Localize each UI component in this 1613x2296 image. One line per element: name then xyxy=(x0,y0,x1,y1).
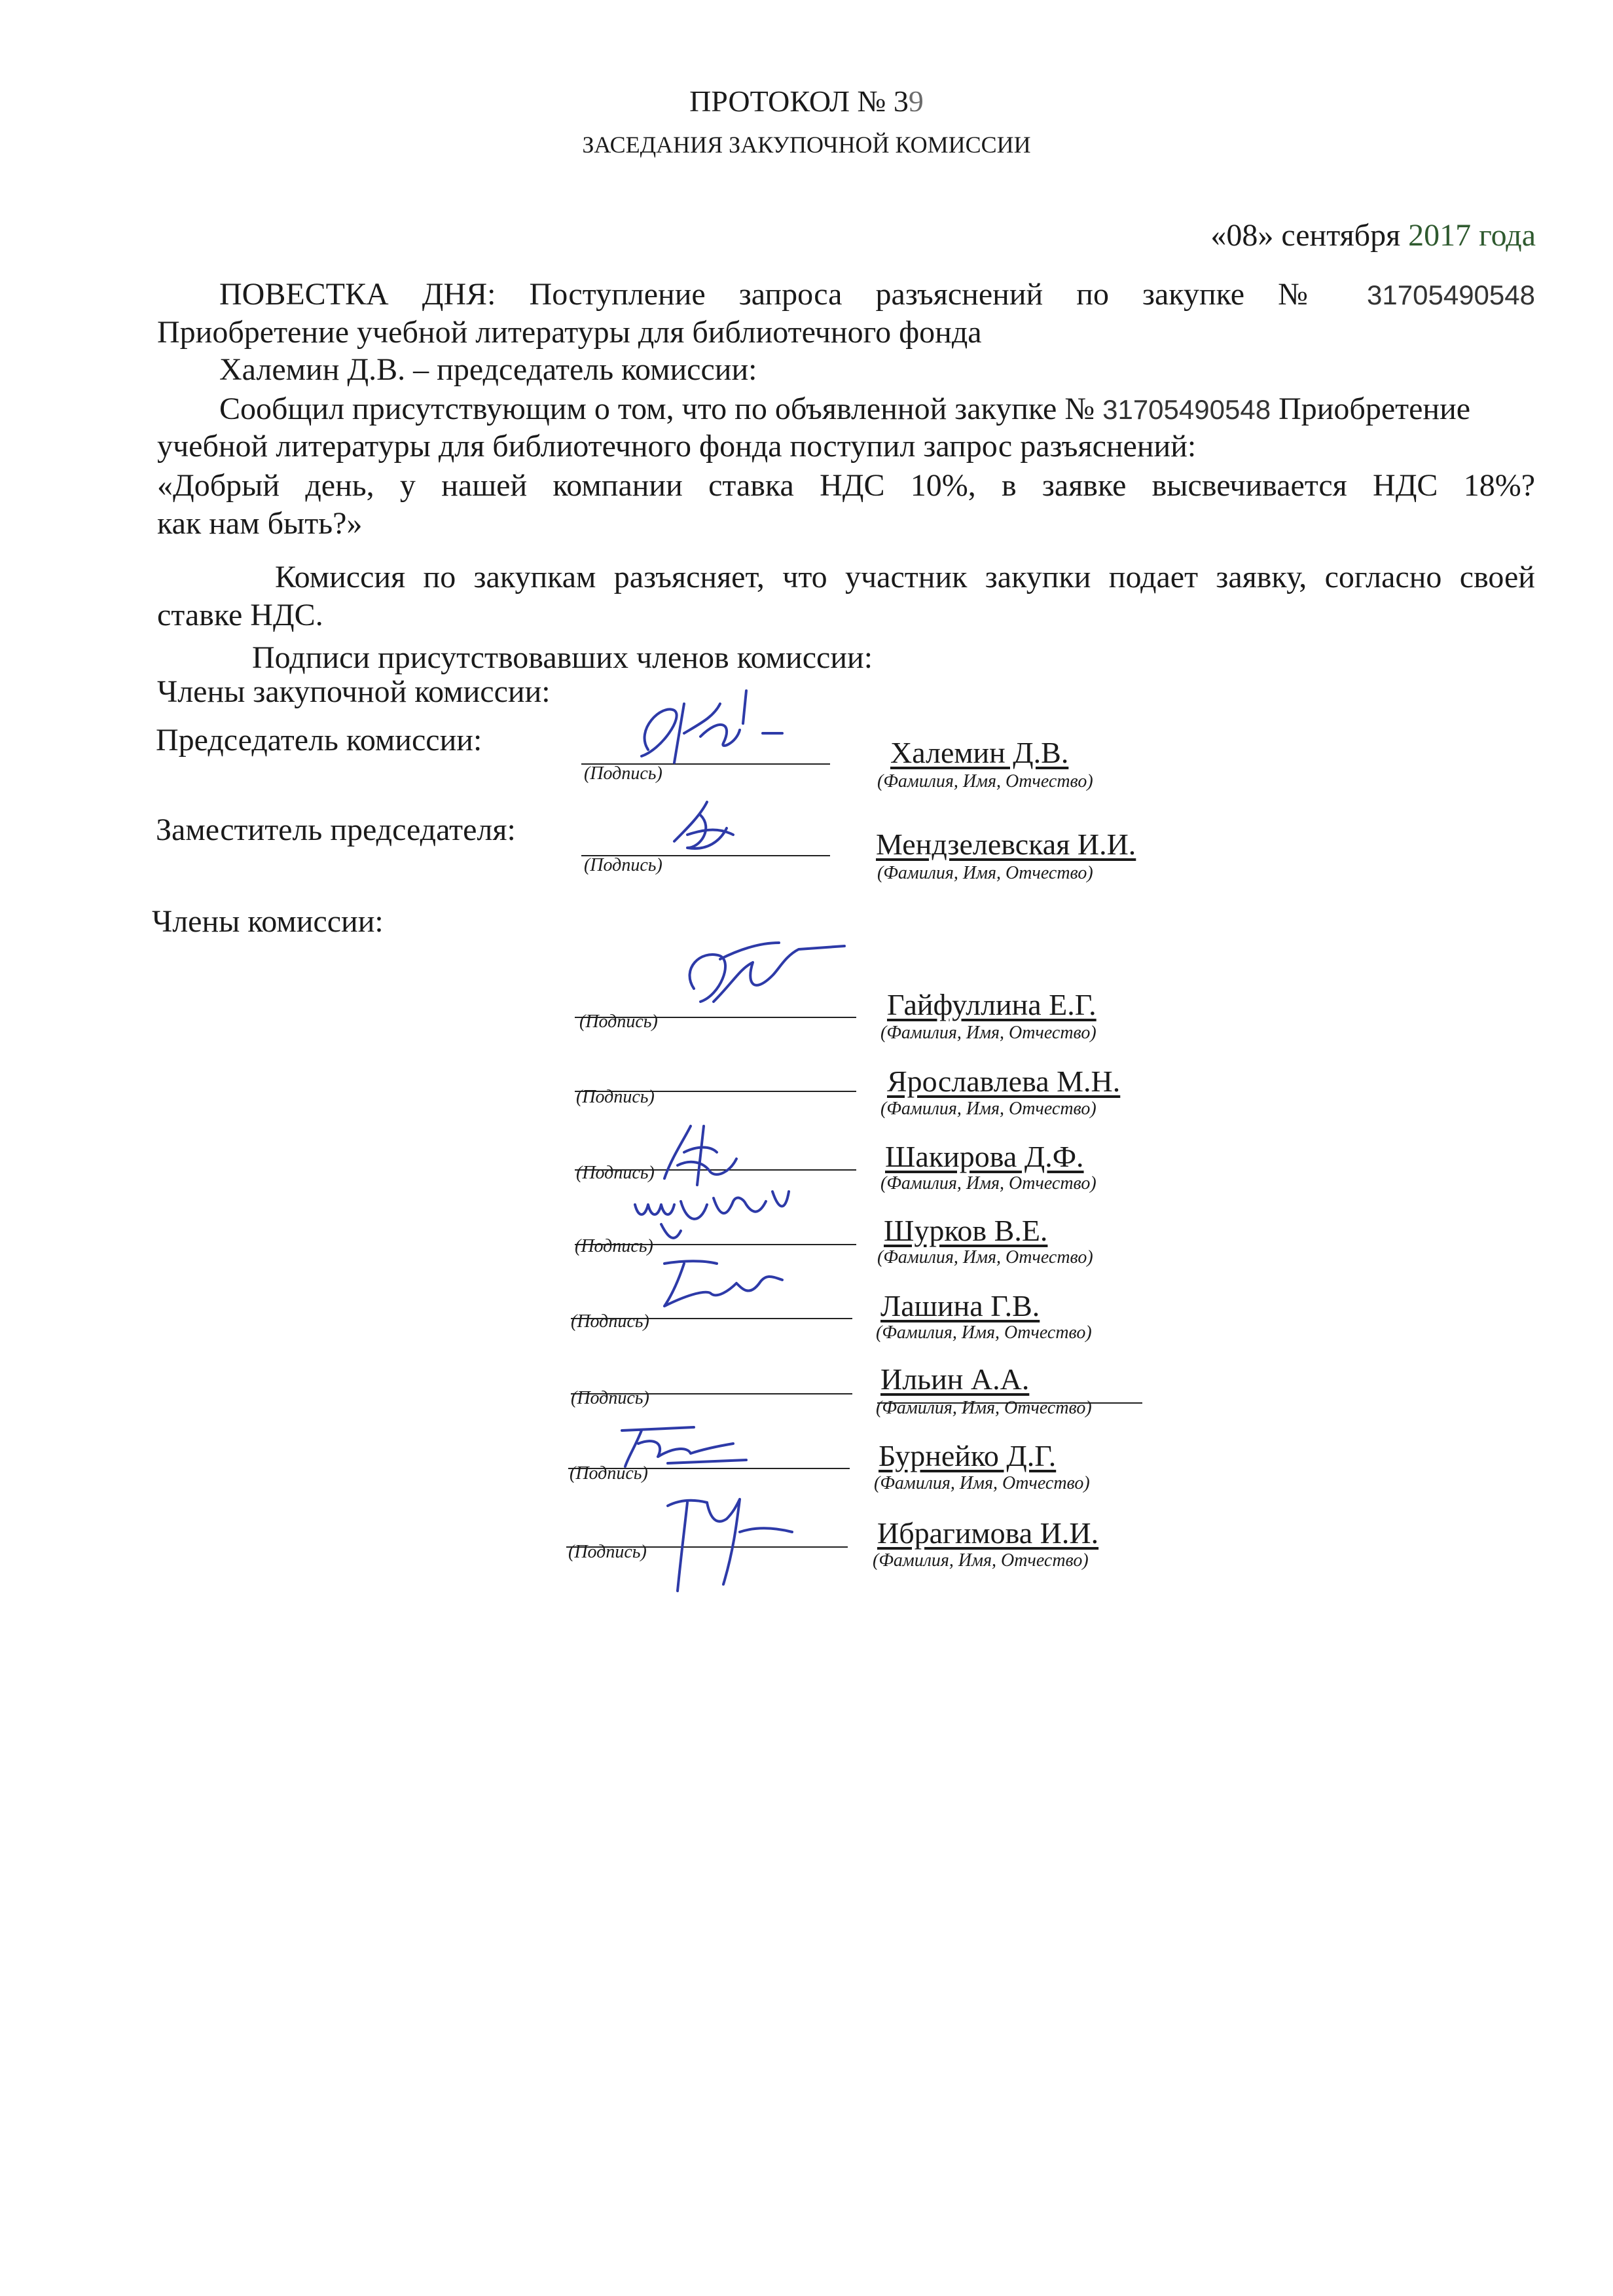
fio-caption: (Фамилия, Имя, Отчество) xyxy=(880,1023,1096,1043)
person-name: Шакирова Д.Ф. xyxy=(885,1140,1084,1173)
person-name: Лашина Г.В. xyxy=(880,1289,1040,1322)
answer-line-1: Комиссия по закупкам разъясняет, что участник закупки подает заявку, согласно своей xyxy=(275,560,1535,594)
member4-signature-image xyxy=(622,1165,812,1250)
member8-signature-image xyxy=(655,1480,805,1604)
person-name: Бурнейко Д.Г. xyxy=(879,1439,1057,1472)
fio-caption: (Фамилия, Имя, Отчество) xyxy=(877,1247,1093,1267)
person-name: Халемин Д.В. xyxy=(890,736,1069,769)
member7-signature-image xyxy=(602,1417,766,1476)
date-day-month: «08» сентября xyxy=(1210,218,1401,253)
members-heading: Члены закупочной комиссии: xyxy=(157,674,551,709)
role-chair: Председатель комиссии: xyxy=(156,723,482,757)
title-handwritten-digit: 9 xyxy=(908,84,924,118)
signature-caption: (Подпись) xyxy=(576,1087,655,1107)
fio-caption: (Фамилия, Имя, Отчество) xyxy=(877,771,1093,792)
agenda-purchase-number: 31705490548 xyxy=(1367,280,1535,310)
deputy-signature-image xyxy=(661,789,753,861)
signatures-intro: Подписи присутствовавших членов комиссии: xyxy=(252,640,873,675)
member5-signature-image xyxy=(645,1244,815,1316)
person-name: Ярославлева М.Н. xyxy=(887,1065,1121,1098)
signature-caption: (Подпись) xyxy=(575,1236,653,1256)
signature-caption: (Подпись) xyxy=(570,1463,648,1484)
agenda-line-1: ПОВЕСТКА ДНЯ: Поступление запроса разъяснений по закупке № 31705490548 xyxy=(219,277,1535,312)
agenda-line-2: Приобретение учебной литературы для библиотечного фонда xyxy=(157,315,982,350)
signature-caption: (Подпись) xyxy=(571,1311,649,1332)
person-name: Ибрагимова И.И. xyxy=(877,1516,1099,1550)
signature-caption: (Подпись) xyxy=(584,763,662,784)
protocol-date xyxy=(1210,216,1536,255)
signature-caption: (Подпись) xyxy=(584,855,662,875)
protocol-subtitle: ЗАСЕДАНИЯ ЗАКУПОЧНОЙ КОМИССИИ xyxy=(582,132,1031,158)
chair-note: Халемин Д.В. – председатель комиссии: xyxy=(219,352,757,387)
date-year: 2017 года xyxy=(1408,218,1536,253)
role-members: Члены комиссии: xyxy=(152,904,384,939)
fio-caption: (Фамилия, Имя, Отчество) xyxy=(880,1099,1096,1119)
signature-caption: (Подпись) xyxy=(568,1542,647,1562)
fio-caption: (Фамилия, Имя, Отчество) xyxy=(874,1473,1090,1493)
report-line-4: как нам быть?» xyxy=(157,506,363,541)
signature-caption: (Подпись) xyxy=(576,1163,655,1183)
fio-caption: (Фамилия, Имя, Отчество) xyxy=(877,863,1093,883)
signature-caption: (Подпись) xyxy=(579,1011,658,1032)
person-name: Шурков В.Е. xyxy=(884,1214,1048,1247)
report-line-3: «Добрый день, у нашей компании ставка НДС 10%, в заявке высвечивается НДС 18%? xyxy=(157,468,1535,503)
member1-signature-image xyxy=(674,930,864,1015)
protocol-title xyxy=(0,84,1613,118)
fio-caption: (Фамилия, Имя, Отчество) xyxy=(876,1322,1092,1343)
person-name: Гайфуллина Е.Г. xyxy=(887,988,1096,1021)
fio-caption: (Фамилия, Имя, Отчество) xyxy=(876,1398,1092,1418)
role-deputy: Заместитель председателя: xyxy=(156,812,516,847)
signature-caption: (Подпись) xyxy=(571,1388,649,1408)
report-line-1: Сообщил присутствующим о том, что по объявленной закупке № 31705490548 Приобретение xyxy=(219,392,1471,426)
report-line-2: учебной литературы для библиотечного фонда поступил запрос разъяснений: xyxy=(157,429,1197,464)
person-name: Мендзелевская И.И. xyxy=(876,828,1136,861)
fio-caption: (Фамилия, Имя, Отчество) xyxy=(873,1550,1089,1571)
person-name: Ильин А.А. xyxy=(880,1362,1030,1396)
fio-caption: (Фамилия, Имя, Отчество) xyxy=(880,1173,1096,1194)
title-text: ПРОТОКОЛ № 3 xyxy=(689,84,909,118)
answer-line-2: ставке НДС. xyxy=(157,598,323,632)
chair-signature-image xyxy=(622,678,818,769)
report-purchase-number: 31705490548 xyxy=(1102,394,1271,425)
